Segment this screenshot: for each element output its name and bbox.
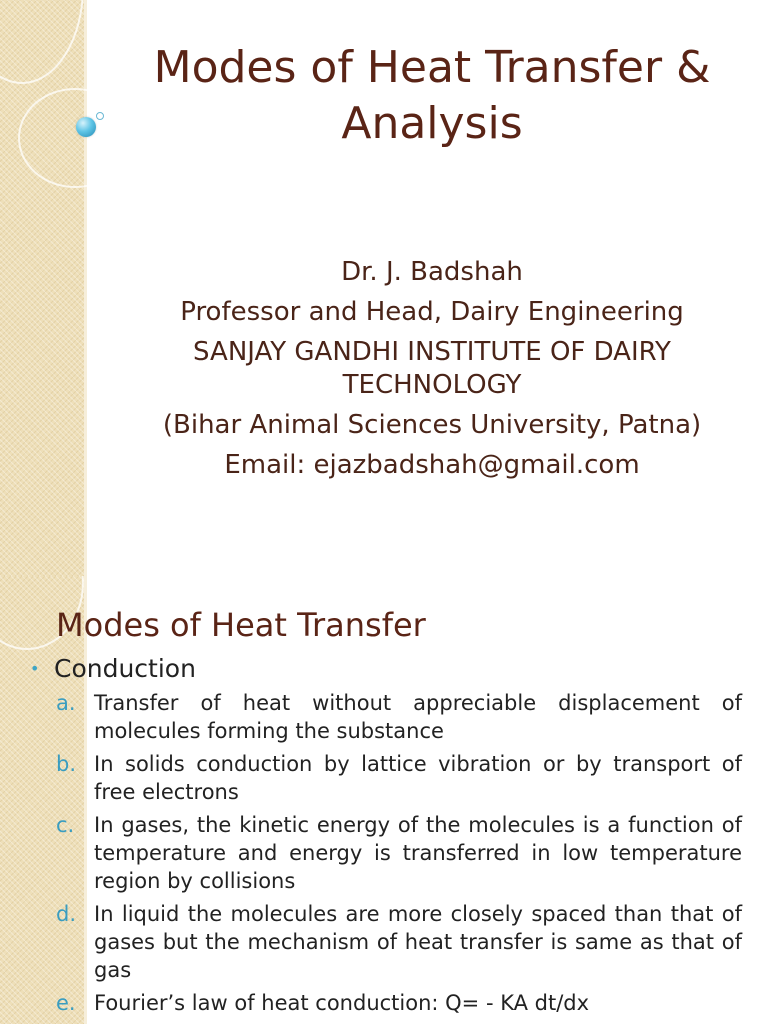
conduction-points-list [56, 689, 742, 1022]
list-item [56, 750, 742, 806]
university-name: (Bihar Animal Sciences University, Patna) [162, 410, 702, 440]
institute-name: SANJAY GANDHI INSTITUTE OF DAIRY TECHNOLOGY [193, 337, 671, 400]
slide-title: Modes of Heat Transfer [56, 606, 426, 644]
list-item-text: In solids conduction by lattice vibration or by transport of free electrons [94, 752, 742, 804]
list-item-text: In liquid the molecules are more closely spaced than that of gases but the mechanism of heat transfer is same as that of gas [94, 902, 742, 982]
list-item [56, 900, 742, 984]
list-marker: d. [56, 902, 77, 926]
list-marker: e. [56, 991, 76, 1015]
bullet-text: Conduction [54, 654, 196, 683]
author-position: Professor and Head, Dairy Engineering [180, 297, 684, 327]
list-marker: b. [56, 752, 77, 776]
decorative-side-strip [0, 0, 85, 576]
bullet-conduction [30, 654, 196, 684]
bullet-dot-icon: • [30, 659, 40, 678]
list-item [56, 811, 742, 895]
author-name: Dr. J. Badshah [341, 257, 523, 287]
content-slide [0, 576, 768, 1024]
slide-title: Modes of Heat Transfer & Analysis [153, 42, 711, 149]
strip-edge [84, 0, 87, 576]
list-item-text: Fourier’s law of heat conduction: Q= - KA dt/dx [94, 991, 590, 1015]
list-marker: c. [56, 813, 75, 837]
list-item-text: Transfer of heat without appreciable displacement of molecules forming the substance [94, 691, 742, 743]
list-marker: a. [56, 691, 76, 715]
list-item-text: In gases, the kinetic energy of the molecules is a function of temperature and energy is transferred in low temperature region by collisions [94, 813, 742, 893]
list-item [56, 689, 742, 745]
author-email: Email: ejazbadshah@gmail.com [224, 450, 640, 480]
bubble-icon [76, 117, 96, 137]
list-item [56, 989, 742, 1017]
slide-subtitle [100, 256, 764, 489]
